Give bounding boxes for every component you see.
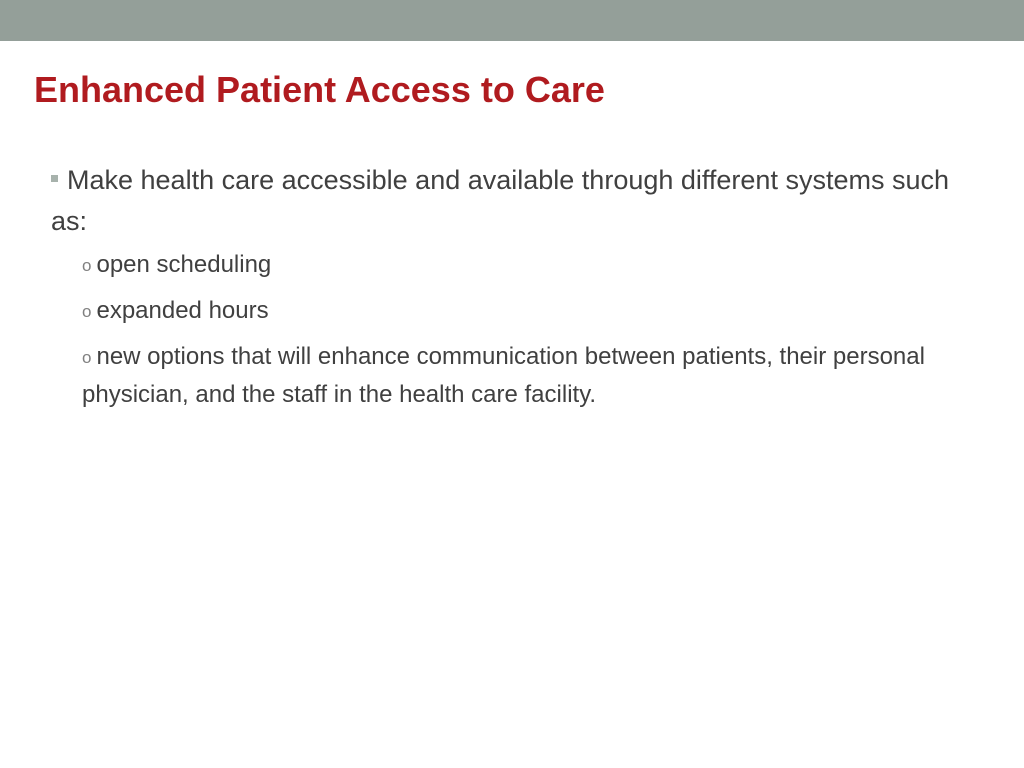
circle-bullet-icon: o (82, 302, 92, 321)
sub-bullet-item (82, 246, 951, 284)
circle-bullet-icon: o (82, 256, 92, 275)
main-bullet (51, 160, 951, 242)
slide-content (51, 160, 951, 421)
sub-bullet-text: new options that will enhance communication between patients, their personal physician, and the staff in the health care facility. (82, 343, 925, 408)
sub-bullet-item (82, 338, 951, 413)
sub-bullet-text: expanded hours (96, 297, 269, 324)
circle-bullet-icon: o (82, 348, 92, 367)
sub-bullet-list (51, 246, 951, 413)
sub-bullet-text: open scheduling (96, 251, 272, 278)
square-bullet-icon (51, 175, 58, 182)
main-bullet-text: Make health care accessible and available through different systems such as: (51, 165, 949, 236)
slide-title: Enhanced Patient Access to Care (34, 69, 605, 110)
sub-bullet-item (82, 292, 951, 330)
top-header-band (0, 0, 1024, 41)
